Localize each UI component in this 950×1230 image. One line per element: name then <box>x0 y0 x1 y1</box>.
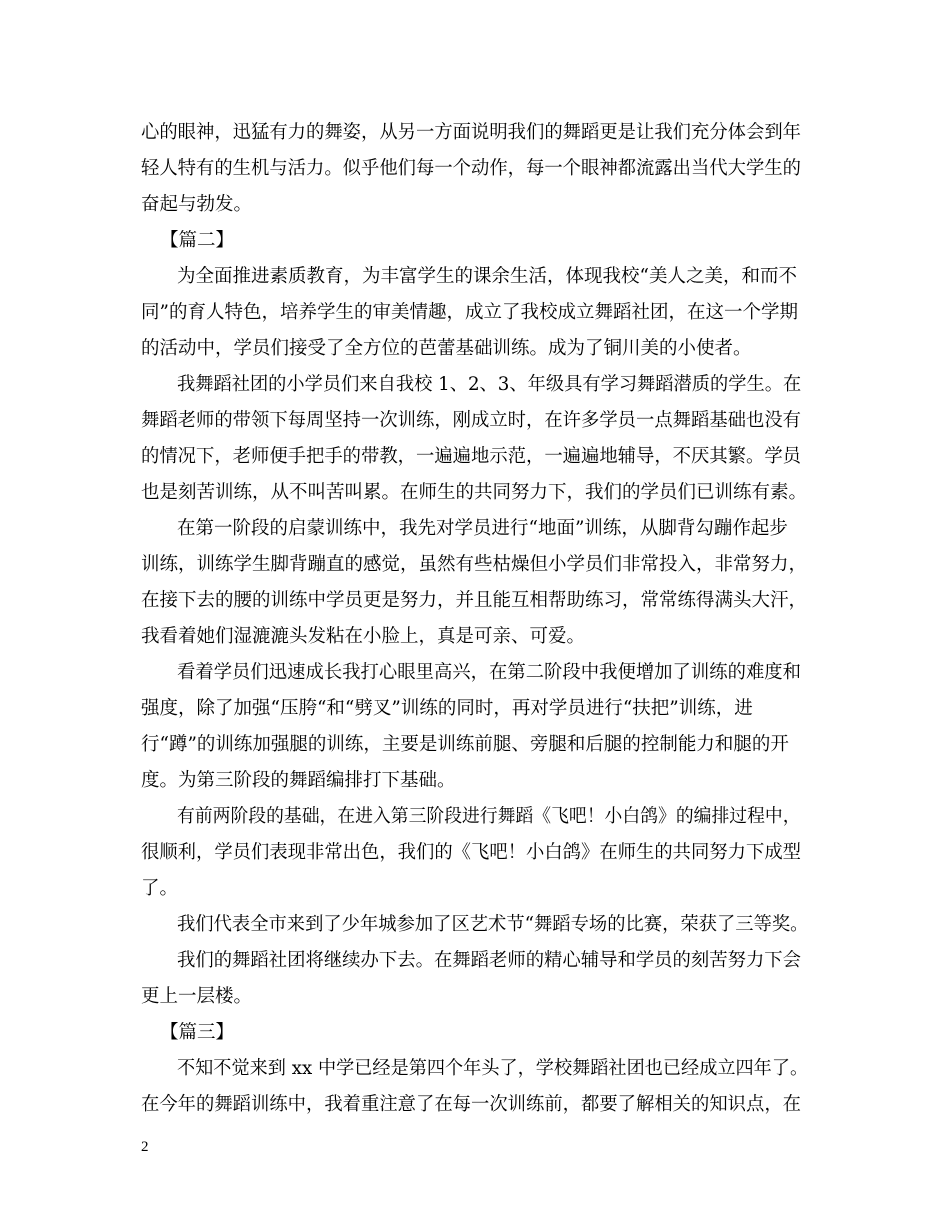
text-line: 的活动中，学员们接受了全方位的芭蕾基础训练。成为了铜川美的小使者。 <box>141 338 752 359</box>
page-number: 2 <box>141 1139 149 1155</box>
text-line: 在今年的舞蹈训练中，我着重注意了在每一次训练前，都要了解相关的知识点，在 <box>141 1094 802 1115</box>
text-line: 在接下去的腰的训练中学员更是努力，并且能互相帮助练习，常常练得满头大汗， <box>141 590 808 611</box>
text-line: 强度，除了加强“压胯“和“劈叉”训练的同时，再对学员进行“扶把”训练，进 <box>141 698 753 719</box>
text-line: 也是刻苦训练，从不叫苦叫累。在师生的共同努力下，我们的学员们已训练有素。 <box>141 482 808 503</box>
text-line: 我们代表全市来到了少年城参加了区艺术节“舞蹈专场的比赛，荣获了三等奖。 <box>177 914 809 935</box>
text-line: 不知不觉来到 xx 中学已经是第四个年头了，学校舞蹈社团也已经成立四年了。 <box>177 1058 809 1079</box>
text-line: 度。为第三阶段的舞蹈编排打下基础。 <box>141 770 456 791</box>
text-line: 同”的育人特色，培养学生的审美情趣，成立了我校成立舞蹈社团，在这一个学期 <box>141 302 798 323</box>
text-line: 舞蹈老师的带领下每周坚持一次训练，刚成立时，在许多学员一点舞蹈基础也没有 <box>141 410 802 431</box>
text-line: 心的眼神，迅猛有力的舞姿，从另一方面说明我们的舞蹈更是让我们充分体会到年 <box>141 122 802 143</box>
text-line: 我舞蹈社团的小学员们来自我校 1、2、3、年级具有学习舞蹈潜质的学生。在 <box>177 374 802 395</box>
text-line: 看着学员们迅速成长我打心眼里高兴，在第二阶段中我便增加了训练的难度和 <box>177 662 802 683</box>
section-heading: 【篇三】 <box>160 1022 235 1043</box>
text-line: 的情况下，老师便手把手的带教，一遍遍地示范，一遍遍地辅导，不厌其繁。学员 <box>141 446 802 467</box>
text-line: 很顺利，学员们表现非常出色，我们的《飞吧！小白鸽》在师生的共同努力下成型 <box>141 842 802 863</box>
text-line: 训练，训练学生脚背蹦直的感觉，虽然有些枯燥但小学员们非常投入，非常努力， <box>141 554 808 575</box>
section-heading: 【篇二】 <box>160 230 235 251</box>
text-line: 奋起与勃发。 <box>141 194 253 215</box>
text-line: 行“蹲”的训练加强腿的训练，主要是训练前腿、旁腿和后腿的控制能力和腿的开 <box>141 734 789 755</box>
text-line: 更上一层楼。 <box>141 986 253 1007</box>
text-line: 我看着她们湿漉漉头发粘在小脸上，真是可亲、可爱。 <box>141 626 586 647</box>
text-line: 我们的舞蹈社团将继续办下去。在舞蹈老师的精心辅导和学员的刻苦努力下会 <box>177 950 802 971</box>
text-line: 了。 <box>141 878 179 899</box>
text-line: 有前两阶段的基础，在进入第三阶段进行舞蹈《飞吧！小白鸽》的编排过程中， <box>177 806 801 827</box>
text-line: 为全面推进素质教育，为丰富学生的课余生活，体现我校“美人之美，和而不 <box>177 266 797 287</box>
text-line: 在第一阶段的启蒙训练中，我先对学员进行“地面”训练，从脚背勾蹦作起步 <box>177 518 788 539</box>
text-line: 轻人特有的生机与活力。似乎他们每一个动作，每一个眼神都流露出当代大学生的 <box>141 158 802 179</box>
